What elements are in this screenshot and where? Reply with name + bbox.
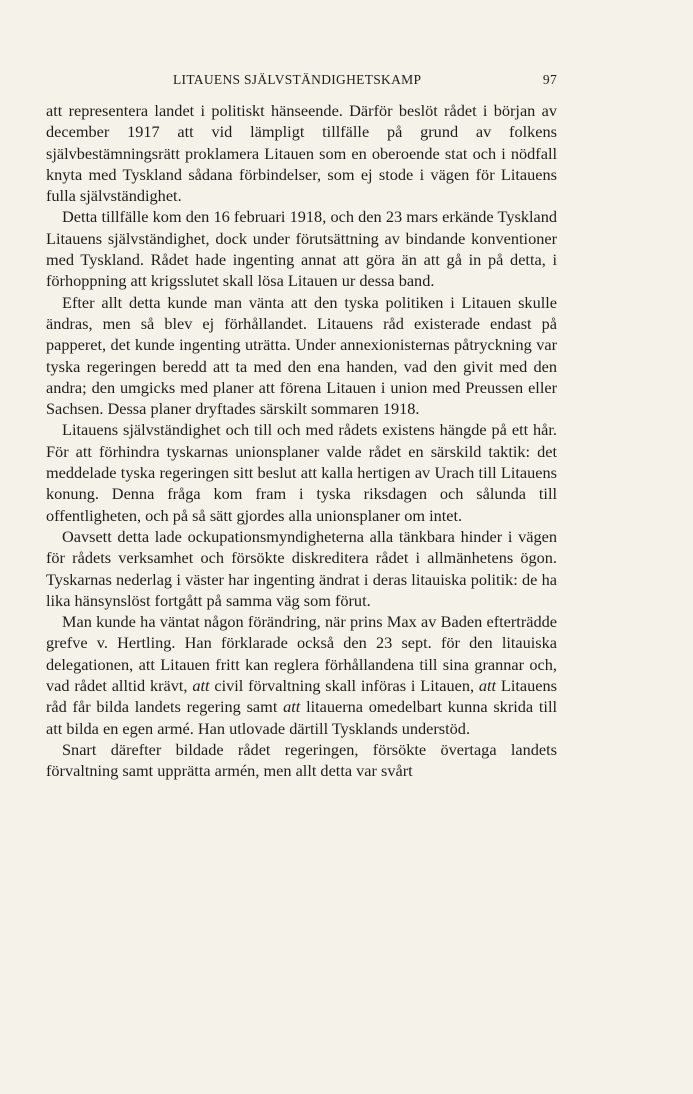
paragraph-6-part-a: Man kunde ha väntat någon förändring, när prins Max av Baden efterträdde grefve v. Hertling. Han förklarade också den 23 sept. för den litauiska delegationen, att Litauen fritt kan reglera förhållandena till sina grannar och, vad rådet alltid krävt, (46, 612, 557, 696)
running-title: LITAUENS SJÄLVSTÄNDIGHETSKAMP (173, 72, 422, 87)
body-text (46, 100, 557, 782)
paragraph-3: Efter allt detta kunde man vänta att den tyska politiken i Litauen skulle ändras, men så blev ej förhållandet. Litauens råd existerade endast på papperet, det kunde ingenting uträtta. Under annexionisternas påtryckning var tyska regeringen beredd att ta med den ena handen, vad den givit med den andra; den umgicks med planer att förena Litauen i union med Preussen eller Sachsen. Dessa planer dryftades särskilt sommaren 1918. (46, 292, 557, 419)
italic-att-3: att (283, 697, 301, 717)
paragraph-4: Litauens självständighet och till och med rådets existens hängde på ett hår. För att förhindra tyskarnas unionsplaner valde rådet en särskild taktik: det meddelade tyska regeringen sitt beslut att kalla hertigen av Urach till Litauens konung. Denna fråga kom fram i tyska riksdagen och sålunda till offentligheten, och på så sätt gjordes alla unionsplaner om intet. (46, 420, 557, 525)
italic-att-2: att (478, 676, 497, 696)
paragraph-6-part-d: litauerna omedelbart kunna skrida till att bilda en egen armé. Han utlovade därtill Tysklands understöd. (46, 697, 557, 738)
running-head (46, 72, 557, 92)
paragraph-6-part-b: civil förvaltning skall införas i Litauen, (214, 676, 475, 696)
italic-att-1: att (192, 676, 210, 696)
paragraph-7: Snart därefter bildade rådet regeringen, försökte övertaga landets förvaltning samt upprätta armén, men allt detta var svårt (46, 739, 557, 781)
paragraph-6-part-c: Litauens råd får bilda landets regering samt (46, 676, 557, 717)
paragraph-1: att representera landet i politiskt hänseende. Därför beslöt rådet i början av december 1917 att vid lämpligt tillfälle på grund av folkens självbestämningsrätt proklamera Litauen som en oberoende stat och i nödfall knyta med Tyskland sådana förbindelser, som ej stode i vägen för Litauens fulla självständighet. (46, 101, 557, 206)
page-number: 97 (542, 72, 557, 87)
paragraph-6 (46, 611, 557, 739)
paragraph-2: Detta tillfälle kom den 16 februari 1918, och den 23 mars erkände Tyskland Litauens självständighet, dock under förutsättning av bindande konventioner med Tyskland. Rådet hade ingenting annat att göra än att gå in på detta, i förhoppning att krigsslutet skall lösa Litauen ur dessa band. (46, 207, 557, 291)
paragraph-5: Oavsett detta lade ockupationsmyndigheterna alla tänkbara hinder i vägen för rådets verksamhet och försökte diskreditera rådet i allmänhetens ögon. Tyskarnas nederlag i väster har ingenting ändrat i deras litauiska politik: de ha lika hänsynslöst fortgått på samma väg som förut. (46, 526, 557, 610)
